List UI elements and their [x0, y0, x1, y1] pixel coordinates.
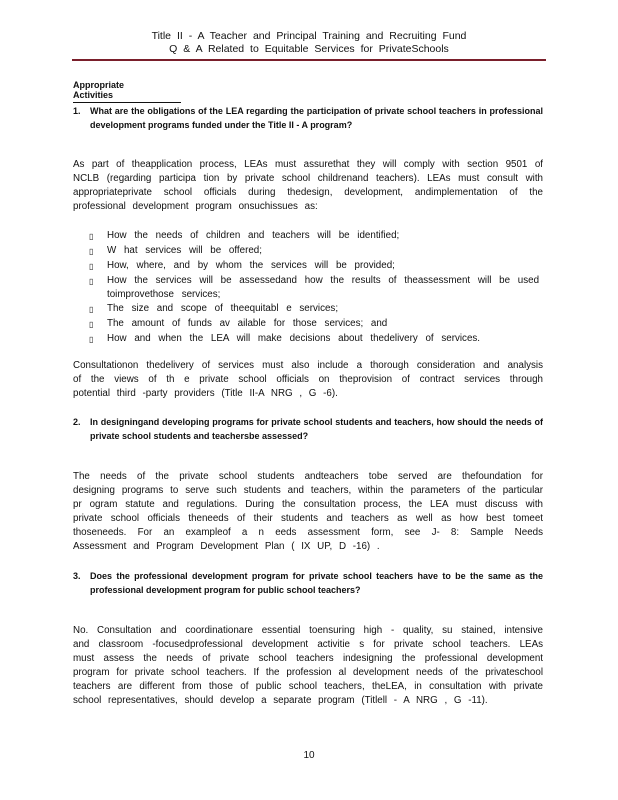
answer-paragraph-2: Consultationon thedelivery of services must also include a thorough consideration and analysis of the views of th e private school officials on theprovision of contract services through potential third -party providers (Title II-A NRG , G -6).: [73, 360, 543, 399]
bullet-item: [89, 259, 543, 274]
section-heading: Appropriate Activities: [73, 80, 181, 103]
bullet-box-icon: ▯: [89, 262, 94, 271]
question-text: What are the obligations of the LEA regarding the participation of private school teachers in professional development programs funded under the Title II - A program?: [90, 106, 543, 130]
question-text: In designingand developing programs for private school students and teachers, how should the needs of private school students and teachersbe assessed?: [90, 417, 543, 441]
question-number: 2.: [73, 417, 81, 427]
bullet-box-icon: ▯: [89, 320, 94, 329]
question-number: 1.: [73, 106, 81, 116]
bullet-item: [89, 302, 543, 317]
bullet-box-icon: ▯: [89, 305, 94, 314]
bullet-item: [89, 317, 543, 332]
bullet-box-icon: ▯: [89, 232, 94, 241]
question-text: Does the professional development program for private school teachers have to be the same as the professional development program for public school teachers?: [90, 571, 543, 595]
bullet-item: [89, 274, 543, 302]
page-number: 10: [303, 750, 315, 761]
bullet-text: The amount of funds av ailable for those services; and: [107, 318, 388, 329]
answer-paragraph-1: As part of theapplication process, LEAs must assurethat they will comply with section 9501 of NCLB (regarding participa tion by private school childrenand teachers). LEAs must consult with appropriateprivate school officials during thedesign, development, andimplementation of the professional development program onsuchissues as:: [73, 159, 543, 212]
bullet-text: The size and scope of theequitabl e services;: [107, 303, 339, 314]
header-title-line-1: Title II - A Teacher and Principal Training and Recruiting Fund: [151, 30, 467, 42]
question-1: [73, 104, 543, 132]
bullet-text: How and when the LEA will make decisions about thedelivery of services.: [107, 333, 481, 344]
question-3: [73, 569, 543, 597]
bullet-box-icon: ▯: [89, 277, 94, 286]
bullet-item: [89, 229, 543, 244]
bullet-text: How the services will be assessedand how the results of theassessment will be used toimprovethose services;: [107, 275, 540, 300]
bullet-text: How the needs of children and teachers will be identified;: [107, 230, 400, 241]
bullet-box-icon: ▯: [89, 247, 94, 256]
bullet-list: [73, 229, 543, 347]
document-header: [0, 30, 618, 56]
bullet-item: [89, 244, 543, 259]
question-number: 3.: [73, 571, 81, 581]
bullet-text: W hat services will be offered;: [107, 245, 262, 256]
answer-paragraph-4: No. Consultation and coordinationare essential toensuring high - quality, su stained, intensive and classroom -focusedprofessional development activitie s for private school teachers. LEAs must assess the needs of private school teachers indesigning the professional development program for private school teachers. If the profession al development needs of the privateschool teachers are different from those of public school teachers, theLEA, in consultation with private school representatives, should develop a separate program (Titlell - A NRG , G -11).: [73, 625, 543, 706]
answer-paragraph-3: The needs of the private school students andteachers tobe served are thefoundation for designing programs to serve such students and teachers, within the parameters of the particular pr ogram statute and regulations. During the consultation process, the LEA must discuss with private school officials theneeds of their students and teachers as well as how best tomeet thoseneeds. For an exampleof a n eeds assessment form, see J- 8: Sample Needs Assessment and Program Development Plan ( IX UP, D -16) .: [73, 471, 543, 552]
question-2: [73, 415, 543, 443]
bullet-item: [89, 332, 543, 347]
header-rule: [72, 59, 546, 61]
bullet-text: How, where, and by whom the services will be provided;: [107, 260, 395, 271]
bullet-box-icon: ▯: [89, 335, 94, 344]
header-title-line-2: Q & A Related to Equitable Services for PrivateSchools: [169, 43, 449, 55]
